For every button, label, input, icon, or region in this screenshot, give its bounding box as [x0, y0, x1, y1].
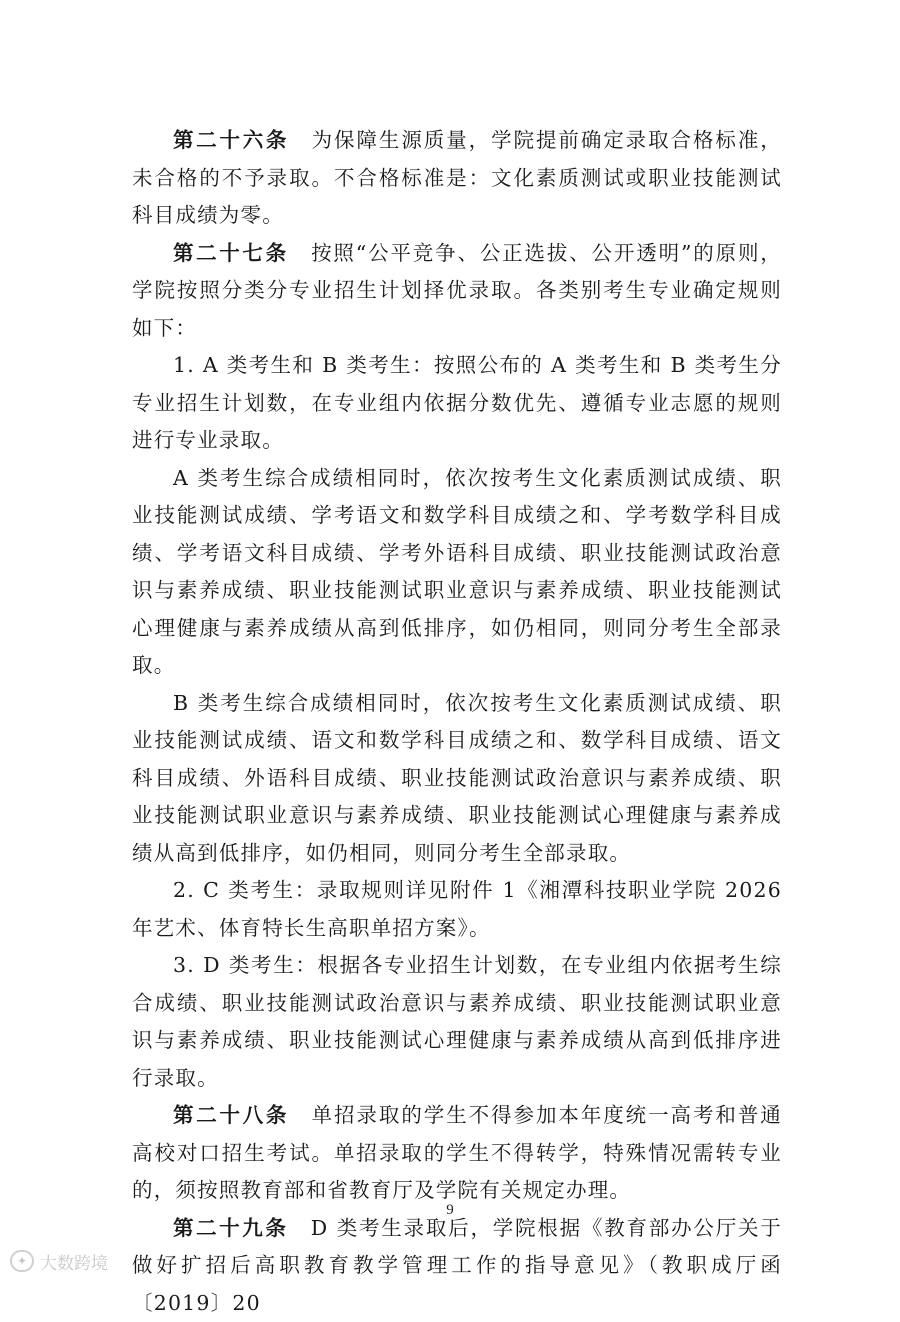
article-heading: 第二十六条 [173, 128, 289, 152]
article-text: D 类考生录取后，学院根据《教育部办公厅关于做好扩招后高职教育教学管理工作的指导意见》（教职成厅函〔2019〕20 [132, 1216, 782, 1315]
article-28 [132, 1097, 782, 1210]
clause-text: A 类考生综合成绩相同时，依次按考生文化素质测试成绩、职业技能测试成绩、学考语文和数学科目成绩之和、学考数学科目成绩、学考语文科目成绩、学考外语科目成绩、职业技能测试政治意识与素养成绩、职业技能测试职业意识与素养成绩、职业技能测试心理健康与素养成绩从高到低排序，如仍相同，则同分考生全部录取。 [132, 466, 782, 678]
document-body [132, 122, 782, 1322]
clause-b-tiebreak [132, 685, 782, 873]
clause-1 [132, 347, 782, 460]
article-text: 单招录取的学生不得参加本年度统一高考和普通高校对口招生考试。单招录取的学生不得转学，特殊情况需转专业的，须按照教育部和省教育厅及学院有关规定办理。 [132, 1103, 782, 1202]
article-heading: 第二十七条 [173, 241, 289, 265]
clause-2 [132, 872, 782, 947]
page-number: 9 [0, 1202, 900, 1219]
clause-text: 2. C 类考生：录取规则详见附件 1《湘潭科技职业学院 2026 年艺术、体育特长生高职单招方案》。 [132, 878, 782, 940]
clause-text: 3. D 类考生：根据各专业招生计划数，在专业组内依据考生综合成绩、职业技能测试政治意识与素养成绩、职业技能测试职业意识与素养成绩、职业技能测试心理健康与素养成绩从高到低排序进行录取。 [132, 953, 782, 1090]
article-27 [132, 235, 782, 348]
clause-text: 1. A 类考生和 B 类考生：按照公布的 A 类考生和 B 类考生分专业招生计划数，在专业组内依据分数优先、遵循专业志愿的规则进行专业录取。 [132, 353, 782, 452]
article-text: 按照“公平竞争、公正选拔、公开透明”的原则，学院按照分类分专业招生计划择优录取。各类别考生专业确定规则如下： [132, 241, 782, 340]
clause-text: B 类考生综合成绩相同时，依次按考生文化素质测试成绩、职业技能测试成绩、语文和数学科目成绩之和、数学科目成绩、语文科目成绩、外语科目成绩、职业技能测试政治意识与素养成绩、职业技能测试职业意识与素养成绩、职业技能测试心理健康与素养成绩从高到低排序，如仍相同，则同分考生全部录取。 [132, 691, 782, 865]
article-29 [132, 1210, 782, 1322]
clause-a-tiebreak [132, 460, 782, 685]
article-heading: 第二十九条 [173, 1216, 288, 1240]
brand-logo-icon: ✦ [10, 1250, 34, 1272]
clause-3 [132, 947, 782, 1097]
article-text: 为保障生源质量，学院提前确定录取合格标准，未合格的不予录取。不合格标准是：文化素质测试或职业技能测试科目成绩为零。 [132, 128, 782, 227]
watermark-text: 大数跨境 [40, 1249, 108, 1274]
watermark [10, 1248, 108, 1274]
article-26 [132, 122, 782, 235]
article-heading: 第二十八条 [173, 1103, 289, 1127]
